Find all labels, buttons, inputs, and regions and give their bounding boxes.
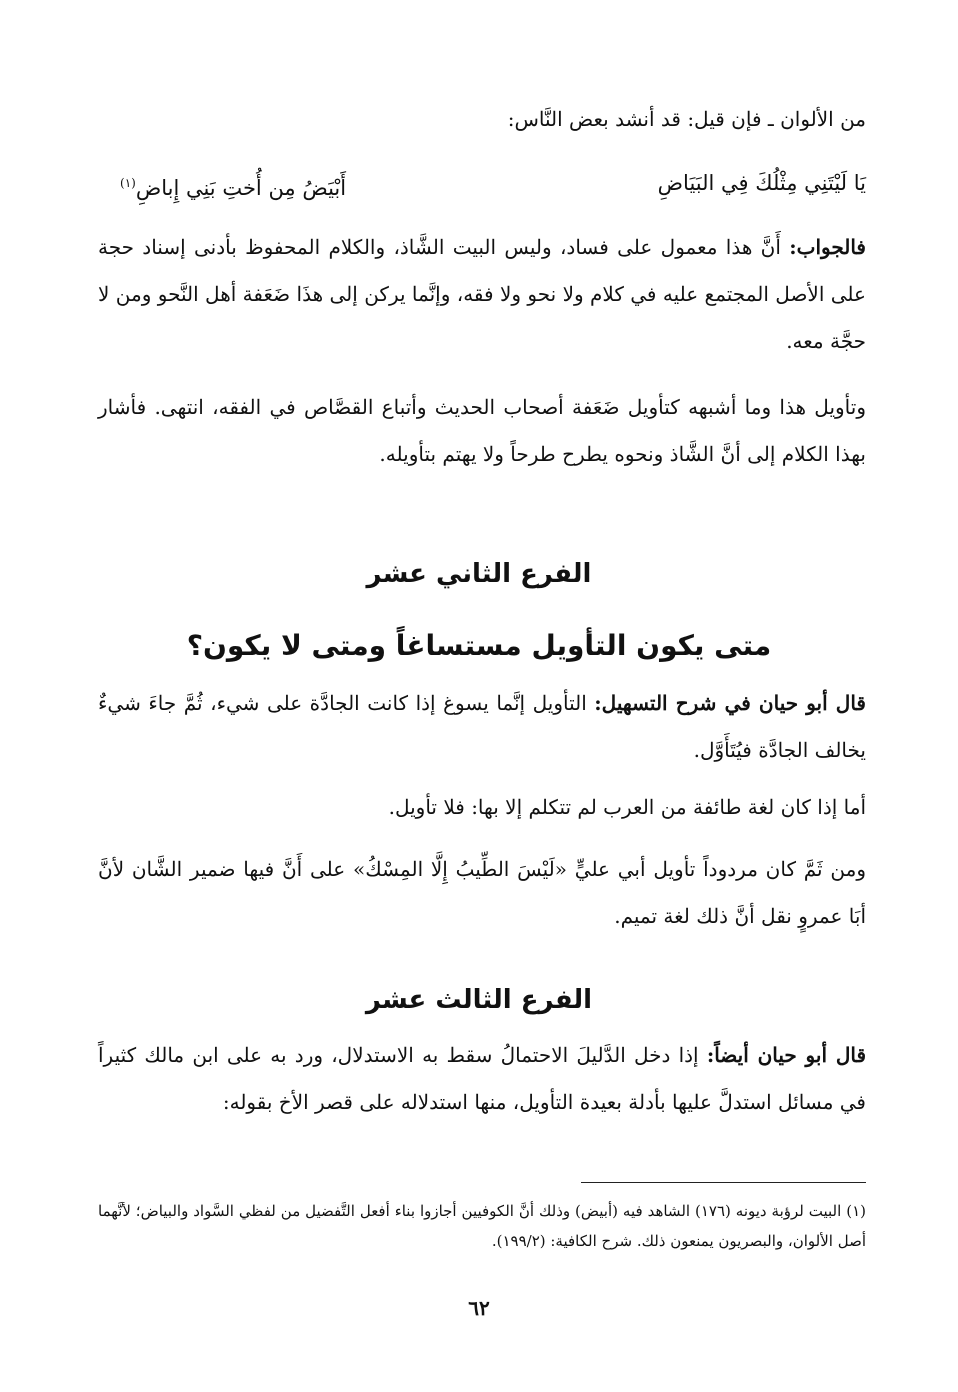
abu-hayyan-quote-lead: قال أبو حيان في شرح التسهيل: bbox=[594, 691, 866, 715]
footnote-text: (١) البيت لرؤبة ديونه (١٧٦) الشاهد فيه (أبيض) وذلك أنَّ الكوفيين أجازوا بناء أفعل التَّفضيل من لفظي السَّواد والبياض؛ لأنَّهما أصل الألوان، والبصريون يمنعون ذلك. شرح الكافية: (١٩٩/٢). bbox=[98, 1202, 866, 1250]
abu-hayyan-quote-text: التأويل إنَّما يسوغ إذا كانت الجادَّة على شيء، ثُمَّ جاءَ شيءٌ يخالف الجادَّة فيُتَأَوَّل. bbox=[98, 691, 866, 762]
section-12-paragraph-2 bbox=[98, 784, 866, 831]
answer-paragraph bbox=[98, 224, 866, 365]
answer-text: أَنَّ هذا معمول على فساد، وليس البيت الشَّاذ، والكلام المحفوظ بأدنى إسناد حجة على الأصل المجتمع عليه في كلام ولا نحو ولا فقه، وإنَّما يركن إلى هذَا ضَعَفة أهل النَّحو ومن لا حجَّة معه. bbox=[98, 235, 866, 353]
section-13-lead: قال أبو حيان أيضاً: bbox=[706, 1043, 867, 1067]
footnote-separator bbox=[581, 1182, 866, 1183]
answer-lead: فالجواب: bbox=[789, 235, 866, 259]
intro-paragraph bbox=[98, 96, 866, 143]
section-12-paragraph-1 bbox=[98, 680, 866, 774]
interpretation-paragraph bbox=[98, 384, 866, 478]
section-13-paragraph-1 bbox=[98, 1032, 866, 1126]
hemistich-2-text: أَبْيَضُ مِن أُختِ بَنِي إِباضِ bbox=[135, 176, 347, 200]
verse-second-hemistich bbox=[120, 158, 346, 213]
section-13-text: إذا دخل الدَّليلَ الاحتمالُ سقط به الاستدلال، ورد به على ابن مالك كثيراً في مسائل استدلَّ عليها بأدلة بعيدة التأويل، منها استدلاله على قصر الأخ بقوله: bbox=[98, 1043, 866, 1114]
page-number: ٦٢ bbox=[468, 1296, 490, 1320]
section-12-p3-text: ومن ثَمَّ كان مردوداً تأويل أبي عليٍّ «لَيْسَ الطِّيبُ إِلَّا المِسْكُ» على أَنَّ فيها ضمير الشَّان لأنَّ أبَا عمروٍ نقل أنَّ ذلك لغة تميم. bbox=[98, 857, 866, 928]
footnote bbox=[98, 1196, 866, 1256]
intro-text: من الألوان ـ فإن قيل: قد أنشد بعض النَّاس: bbox=[507, 107, 866, 131]
section-12-paragraph-3 bbox=[98, 846, 866, 940]
footnote-marker[interactable]: (١) bbox=[120, 176, 136, 190]
hemistich-1-text: يَا لَيْتَنِي مِثْلُكَ فِي البَيَاضِ bbox=[657, 171, 866, 195]
section-12-p2-text: أما إذا كان لغة طائفة من العرب لم تتكلم إلا بها: فلا تأويل. bbox=[388, 795, 866, 819]
section-12-title: الفرع الثاني عشر bbox=[366, 559, 592, 589]
interpretation-text: وتأويل هذا وما أشبهه كتأويل ضَعَفة أصحاب الحديث وأتباع القصَّاص في الفقه، انتهى. فأشار بهذا الكلام إلى أنَّ الشَّاذ ونحوه يطرح طرحاً ولا يهتم بتأويله. bbox=[98, 395, 866, 466]
section-12-subtitle: متى يكون التأويل مستساغاً ومتى لا يكون؟ bbox=[186, 629, 772, 662]
poetry-verse bbox=[120, 158, 866, 208]
section-13-title: الفرع الثالث عشر bbox=[365, 985, 593, 1015]
verse-first-hemistich bbox=[658, 158, 866, 208]
